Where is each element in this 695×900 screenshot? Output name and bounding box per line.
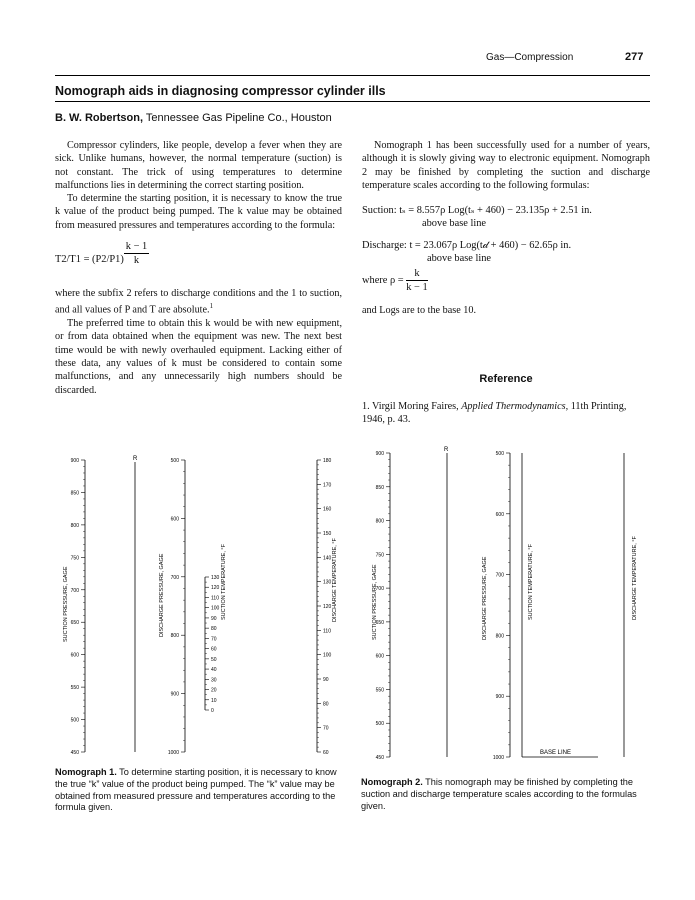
right-column [362, 139, 650, 318]
k-formula [55, 241, 342, 273]
n2-suction-pressure-tick-label: 750 [375, 552, 384, 559]
n2-discharge-temp-label: DISCHARGE TEMPERATURE, °F [632, 536, 638, 620]
suction-formula: Suction: tₛ = 8.557ρ Log(tₛ + 460) − 23.135ρ + 2.51 in. [362, 205, 592, 217]
n2-suction-pressure-tick-label: 900 [375, 451, 384, 457]
n1-discharge-temp-tick-label: 120 [323, 604, 332, 610]
rho-definition: where ρ = $\frac{k}{k - 1}$ [362, 268, 428, 294]
n1-suction-pressure-tick-label: 800 [70, 522, 79, 529]
n1-discharge-pressure-tick-label: 900 [170, 691, 179, 698]
article-title: Nomograph aids in diagnosing compressor cylinder ills [55, 84, 386, 98]
n1-suction-temp-tick-label: 10 [211, 697, 217, 704]
n1-suction-temp-tick-label: 30 [211, 677, 217, 684]
n1-discharge-temp-tick-label: 130 [323, 579, 332, 586]
formula-numerator: k − 1 [125, 241, 148, 253]
n1-discharge-temp-tick-label: 180 [323, 458, 332, 464]
nomograph-2 [360, 445, 655, 765]
paragraph: where the subfix 2 refers to discharge conditions and the 1 to suction, and all values of P and T are absolute.$^1$ [55, 288, 342, 316]
discharge-formula-note: above base line [427, 253, 492, 265]
n2-suction-pressure-label: SUCTION PRESSURE, GAGE [372, 564, 378, 640]
n1-suction-temp-tick-label: 40 [211, 667, 217, 674]
n2-suction-pressure-tick-label: 450 [375, 755, 384, 761]
n1-suction-pressure-tick-label: 700 [70, 587, 79, 594]
n2-discharge-pressure-tick-label: 500 [495, 451, 504, 457]
n2-discharge-pressure-label: DISCHARGE PRESSURE, GAGE [482, 556, 488, 640]
author-affiliation: Tennessee Gas Pipeline Co., Houston [143, 112, 332, 124]
reference-item: 1. Virgil Moring Faires, Applied Thermodynamics, 11th Printing, 1946, p. 43. [362, 401, 627, 426]
n2-suction-pressure-tick-label: 600 [375, 653, 384, 660]
title-rule-top [55, 75, 650, 76]
rho-fraction: $\frac{k}{k - 1}$ [406, 268, 428, 294]
page-number: 277 [625, 51, 644, 63]
paragraph: Compressor cylinders, like people, develop a fever when they are sick. Unlike humans, however, the normal temperature (suction) is not constant. The trick of using temperatures to determine malfunctions lies in determining the correct starting position. [55, 140, 342, 191]
n1-discharge-temp-tick-label: 140 [323, 555, 332, 562]
n1-discharge-temp-tick-label: 70 [323, 725, 329, 732]
formula-lhs: T2/T1 = (P2/P1) [55, 253, 124, 265]
formula-denominator: k [133, 255, 140, 267]
n1-suction-temp-tick-label: 60 [211, 646, 217, 653]
paragraph: The preferred time to obtain this k would be with new equipment, or from data obtained when the equipment was new. The next best time would be with newly overhauled equipment. Lacking either of these data, any values of k must be considered to contain some malfunctions, and any unnecessarily high numbers should be discarded. [55, 318, 342, 396]
n2-discharge-pressure-tick-label: 900 [495, 694, 504, 701]
n1-discharge-pressure-tick-label: 1000 [167, 750, 179, 756]
running-header-section: Gas—Compression [486, 52, 574, 63]
n1-discharge-pressure-tick-label: 500 [170, 458, 179, 464]
n1-suction-temp-tick-label: 130 [211, 575, 220, 581]
reference-book-title: Applied Thermodynamics, [461, 401, 569, 412]
n1-suction-temp-tick-label: 50 [211, 656, 217, 663]
n1-suction-temp-tick-label: 20 [211, 687, 217, 694]
n2-suction-pressure-tick-label: 800 [375, 518, 384, 525]
n2-suction-pressure-tick-label: 850 [375, 484, 384, 491]
n1-suction-temp-tick-label: 90 [211, 615, 217, 622]
n1-discharge-temp-tick-label: 80 [323, 701, 329, 708]
n1-suction-temp-label: SUCTION TEMPERATURE, °F [221, 544, 227, 620]
n2-base-line-label: BASE LINE [540, 750, 572, 756]
n1-suction-temp-tick-label: 110 [211, 595, 219, 602]
reference-heading: Reference [479, 373, 533, 385]
n1-r-label: R [133, 456, 138, 462]
n2-r-label: R [444, 447, 449, 453]
title-rule-bottom [55, 101, 650, 102]
n1-suction-pressure-tick-label: 550 [70, 685, 79, 692]
n1-suction-temp-tick-label: 70 [211, 636, 217, 643]
n1-suction-pressure-label: SUCTION PRESSURE, GAGE [63, 566, 69, 642]
n1-suction-temp-tick-label: 0 [211, 708, 214, 714]
n1-discharge-temp-tick-label: 90 [323, 677, 329, 683]
nomograph-1 [55, 452, 350, 757]
n1-discharge-temp-tick-label: 60 [323, 750, 329, 756]
n1-discharge-pressure-tick-label: 600 [170, 516, 179, 523]
n1-discharge-pressure-tick-label: 800 [170, 633, 179, 640]
caption-nomograph-1: Nomograph 1. To determine starting position, it is necessary to know the true “k” value of the product being pumped. The “k” value may be obtained from measured pressure and temperatures according to the formula given. [55, 767, 337, 813]
n1-discharge-temp-tick-label: 160 [323, 506, 332, 513]
author-name: B. W. Robertson, [55, 112, 143, 124]
n2-suction-temp-label: SUCTION TEMPERATURE, °F [528, 544, 534, 620]
n1-discharge-pressure-tick-label: 700 [170, 574, 179, 581]
paragraph: Nomograph 1 has been successfully used for a number of years, although it is slowly giving way to electronic equipment. Nomograph 2 may be finished by completing the suction and discharge temperature scales according to the following formulas: [362, 140, 650, 191]
suction-formula-note: above base line [422, 218, 487, 230]
n1-discharge-pressure-label: DISCHARGE PRESSURE, GAGE [159, 553, 165, 637]
footnote-marker: 1 [209, 302, 214, 311]
n1-discharge-temp-tick-label: 110 [323, 628, 331, 635]
n1-suction-pressure-tick-label: 750 [70, 555, 79, 562]
n2-discharge-pressure-tick-label: 700 [495, 572, 504, 579]
paragraph: To determine the starting position, it is necessary to know the true k value of the product being pumped. The k value may be obtained from measured pressures and temperatures according to the formula: [55, 193, 342, 231]
n2-suction-pressure-tick-label: 700 [375, 586, 384, 593]
n1-suction-pressure-tick-label: 650 [70, 620, 79, 627]
n2-suction-pressure-tick-label: 500 [375, 721, 384, 728]
n1-discharge-temp-tick-label: 100 [323, 652, 332, 659]
n2-discharge-pressure-tick-label: 600 [495, 511, 504, 518]
caption-nomograph-2: Nomograph 2. This nomograph may be finished by completing the suction and discharge temperature scales according to the formulas given. [361, 777, 637, 811]
n1-suction-pressure-tick-label: 850 [70, 490, 79, 497]
left-column [55, 139, 342, 397]
n1-discharge-temp-label: DISCHARGE TEMPERATURE, °F [332, 538, 338, 622]
n1-discharge-temp-tick-label: 170 [323, 482, 332, 489]
n2-suction-pressure-tick-label: 650 [375, 619, 384, 626]
byline [55, 112, 332, 124]
n1-suction-temp-tick-label: 100 [211, 605, 220, 612]
n1-suction-pressure-tick-label: 500 [70, 717, 79, 724]
n1-discharge-temp-tick-label: 150 [323, 531, 332, 537]
logs-note: and Logs are to the base 10. [362, 305, 477, 317]
n2-discharge-pressure-tick-label: 800 [495, 633, 504, 640]
n1-suction-temp-tick-label: 120 [211, 585, 220, 592]
n2-suction-pressure-tick-label: 550 [375, 687, 384, 694]
discharge-formula: Discharge: t = 23.067ρ Log(t𝒹 + 460) − 62.65ρ in. [362, 239, 572, 251]
n1-suction-pressure-tick-label: 600 [70, 652, 79, 659]
n1-suction-pressure-tick-label: 450 [70, 750, 79, 756]
formula-exponent [124, 240, 149, 267]
n2-discharge-pressure-tick-label: 1000 [492, 755, 504, 761]
n1-suction-temp-tick-label: 80 [211, 626, 217, 633]
n1-suction-pressure-tick-label: 900 [70, 458, 79, 464]
